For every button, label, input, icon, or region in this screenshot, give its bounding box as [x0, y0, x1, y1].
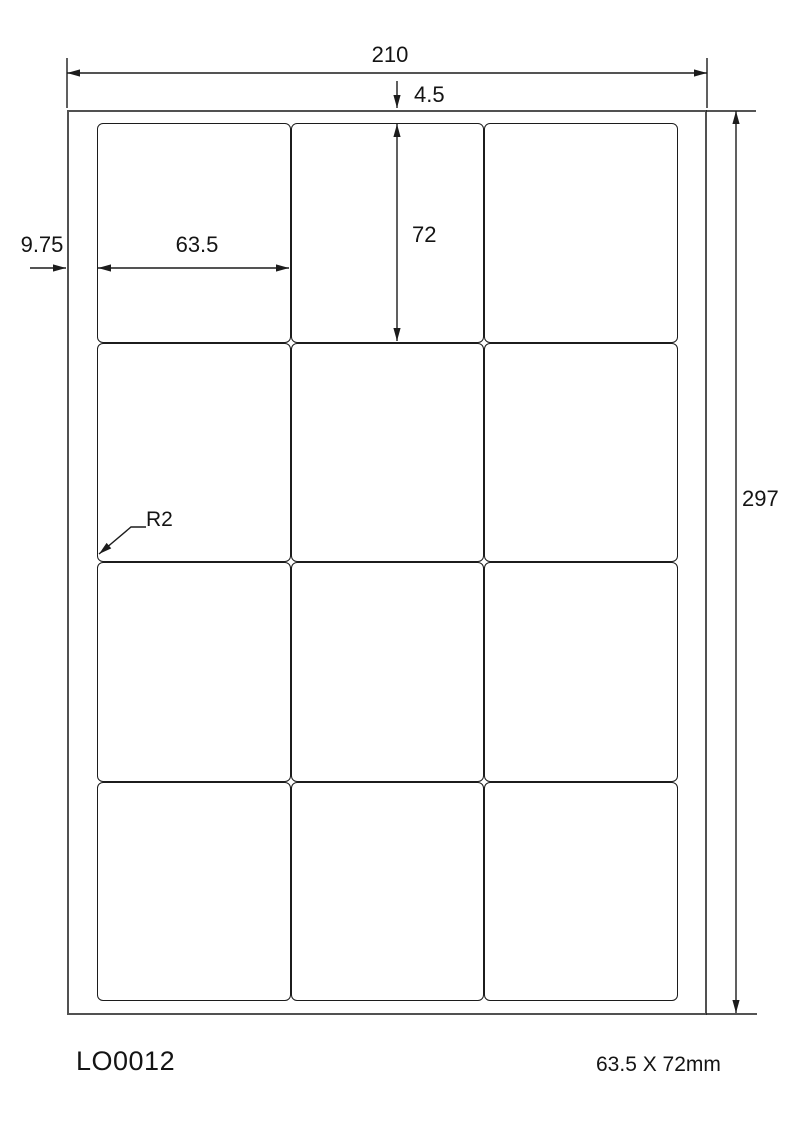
left-margin-value: 9.75 — [20, 232, 64, 257]
sheet-height-value: 297 — [742, 486, 779, 511]
product-code: LO0012 — [76, 1046, 176, 1076]
label-width-value: 63.5 — [175, 232, 219, 257]
label-cell — [291, 123, 485, 343]
top-margin-value: 4.5 — [414, 82, 445, 107]
label-cell — [291, 782, 485, 1002]
sheet-width-value: 210 — [371, 42, 409, 67]
label-cell — [291, 343, 485, 563]
corner-radius-value: R2 — [146, 508, 173, 531]
label-cell — [97, 343, 291, 563]
label-height-value: 72 — [412, 222, 437, 247]
label-cell — [484, 123, 678, 343]
label-cell — [291, 562, 485, 782]
label-cell — [484, 782, 678, 1002]
label-cell — [97, 782, 291, 1002]
label-cell — [97, 562, 291, 782]
label-size-caption: 63.5 X 72mm — [596, 1053, 721, 1076]
label-cell — [484, 562, 678, 782]
label-cell — [484, 343, 678, 563]
